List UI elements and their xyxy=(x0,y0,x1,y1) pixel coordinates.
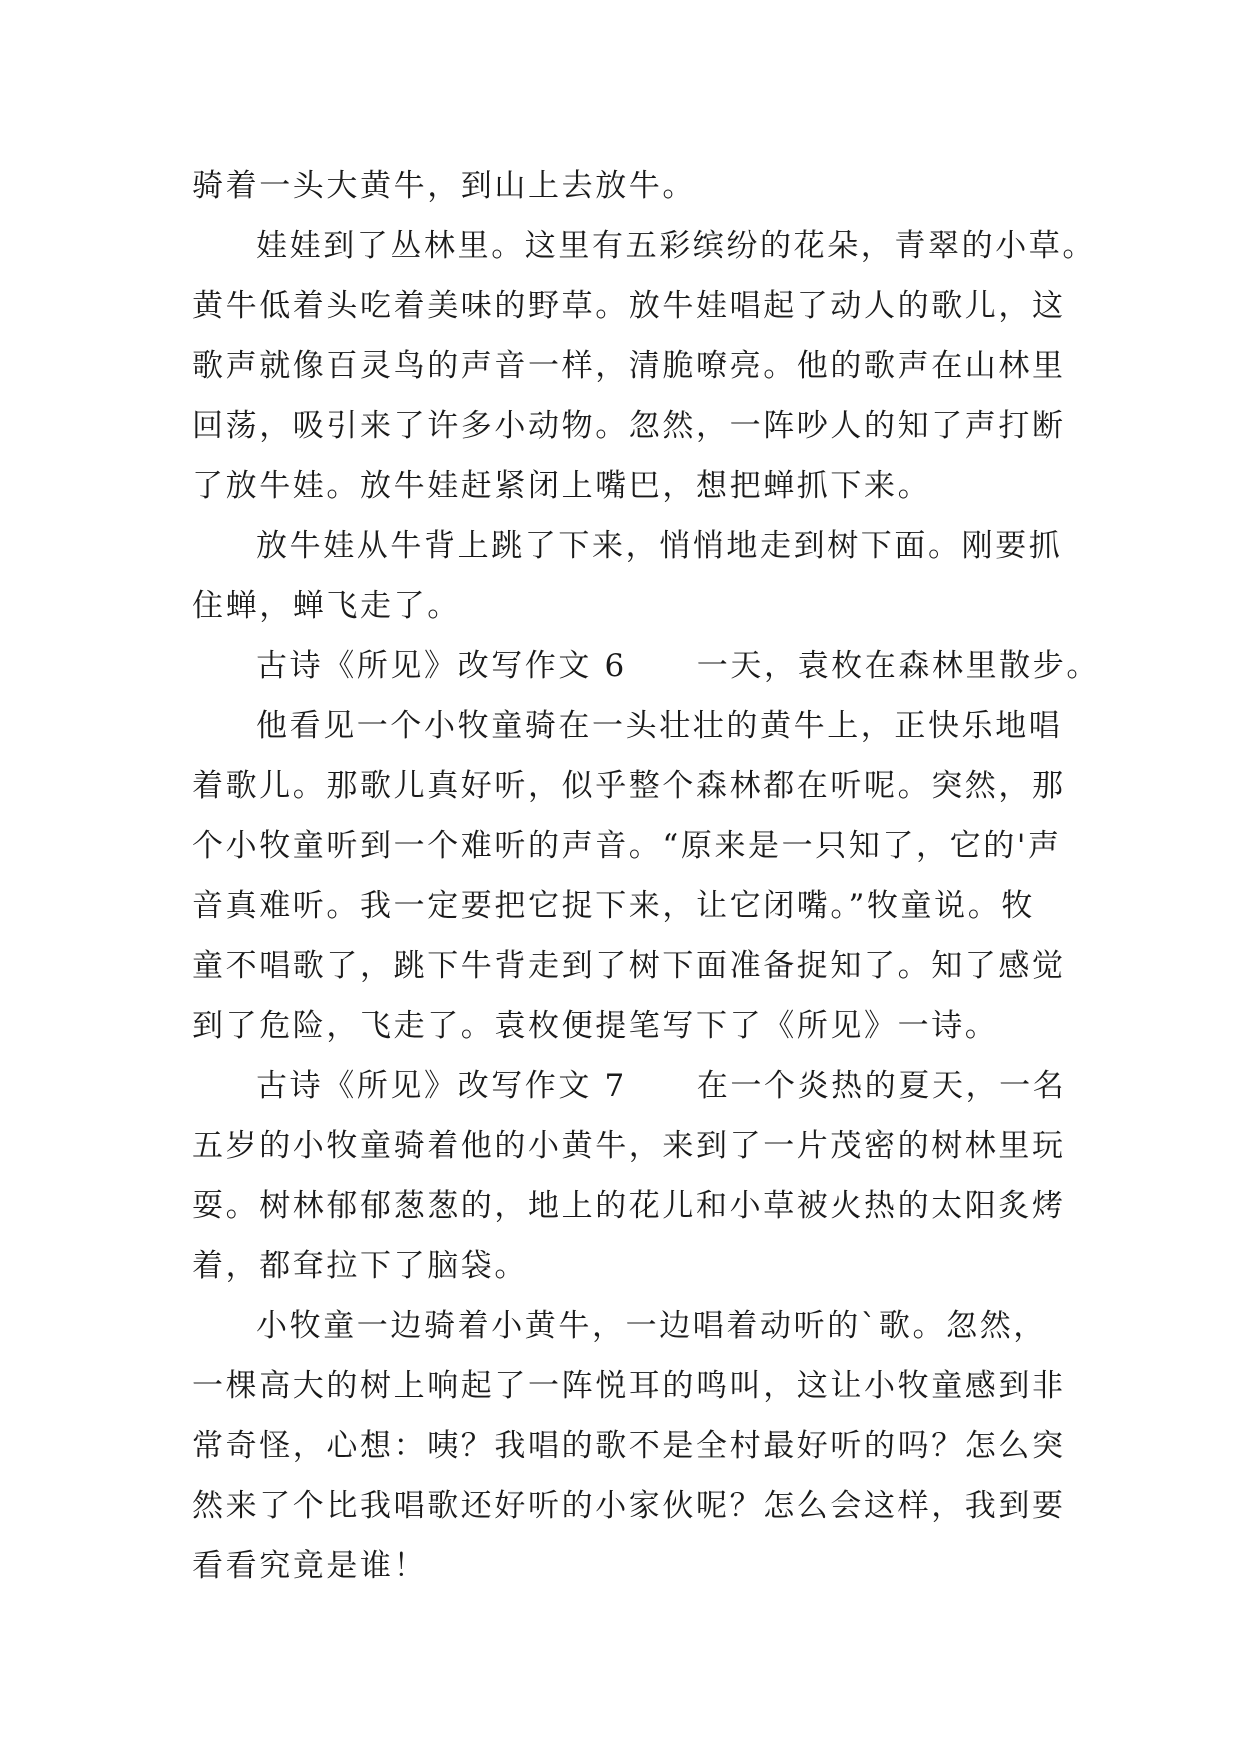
text-line: 常奇怪，心想：咦？我唱的歌不是全村最好听的吗？怎么突 xyxy=(192,1428,1066,1464)
text-line: 到了危险，飞走了。袁枚便提笔写下了《所见》一诗。 xyxy=(192,1008,999,1044)
text-line: 他看见一个小牧童骑在一头壮壮的黄牛上，正快乐地唱 xyxy=(256,708,1063,744)
text-line: 着，都耷拉下了脑袋。 xyxy=(192,1248,528,1284)
section-heading: 古诗《所见》改写作文 7 xyxy=(256,1068,627,1104)
text-line: 着歌儿。那歌儿真好听，似乎整个森林都在听呢。突然，那 xyxy=(192,768,1066,804)
text-line: 小牧童一边骑着小黄牛，一边唱着动听的`歌。忽然， xyxy=(256,1308,1047,1344)
text-line: 音真难听。我一定要把它捉下来，让它闭嘴。”牧童说。牧 xyxy=(192,888,1035,924)
section-heading-line xyxy=(192,636,1100,696)
text-line: 住蝉，蝉飞走了。 xyxy=(192,588,461,624)
text-line: 放牛娃从牛背上跳了下来，悄悄地走到树下面。刚要抓 xyxy=(256,528,1063,564)
section-heading: 古诗《所见》改写作文 6 xyxy=(256,648,627,684)
section-first-sentence: 一天，袁枚在森林里散步。 xyxy=(696,648,1100,684)
text-line: 黄牛低着头吃着美味的野草。放牛娃唱起了动人的歌儿，这 xyxy=(192,288,1066,324)
text-line: 歌声就像百灵鸟的声音一样，清脆嘹亮。他的歌声在山林里 xyxy=(192,348,1066,384)
text-line: 回荡，吸引来了许多小动物。忽然，一阵吵人的知了声打断 xyxy=(192,408,1066,444)
text-line: 看看究竟是谁！ xyxy=(192,1548,428,1584)
text-line: 娃娃到了丛林里。这里有五彩缤纷的花朵，青翠的小草。 xyxy=(256,228,1096,264)
section-heading-line xyxy=(192,1056,1067,1116)
text-line: 耍。树林郁郁葱葱的，地上的花儿和小草被火热的太阳炙烤 xyxy=(192,1188,1066,1224)
document-body xyxy=(192,156,1100,1596)
section-first-sentence: 在一个炎热的夏天，一名 xyxy=(696,1068,1067,1104)
text-line: 五岁的小牧童骑着他的小黄牛，来到了一片茂密的树林里玩 xyxy=(192,1128,1066,1164)
text-line: 然来了个比我唱歌还好听的小家伙呢？怎么会这样，我到要 xyxy=(192,1488,1066,1524)
text-line: 骑着一头大黄牛，到山上去放牛。 xyxy=(192,168,696,204)
text-line: 了放牛娃。放牛娃赶紧闭上嘴巴，想把蝉抓下来。 xyxy=(192,468,932,504)
text-line: 一棵高大的树上响起了一阵悦耳的鸣叫，这让小牧童感到非 xyxy=(192,1368,1066,1404)
text-line: 童不唱歌了，跳下牛背走到了树下面准备捉知了。知了感觉 xyxy=(192,948,1066,984)
text-line: 个小牧童听到一个难听的声音。“原来是一只知了，它的'声 xyxy=(192,828,1062,864)
